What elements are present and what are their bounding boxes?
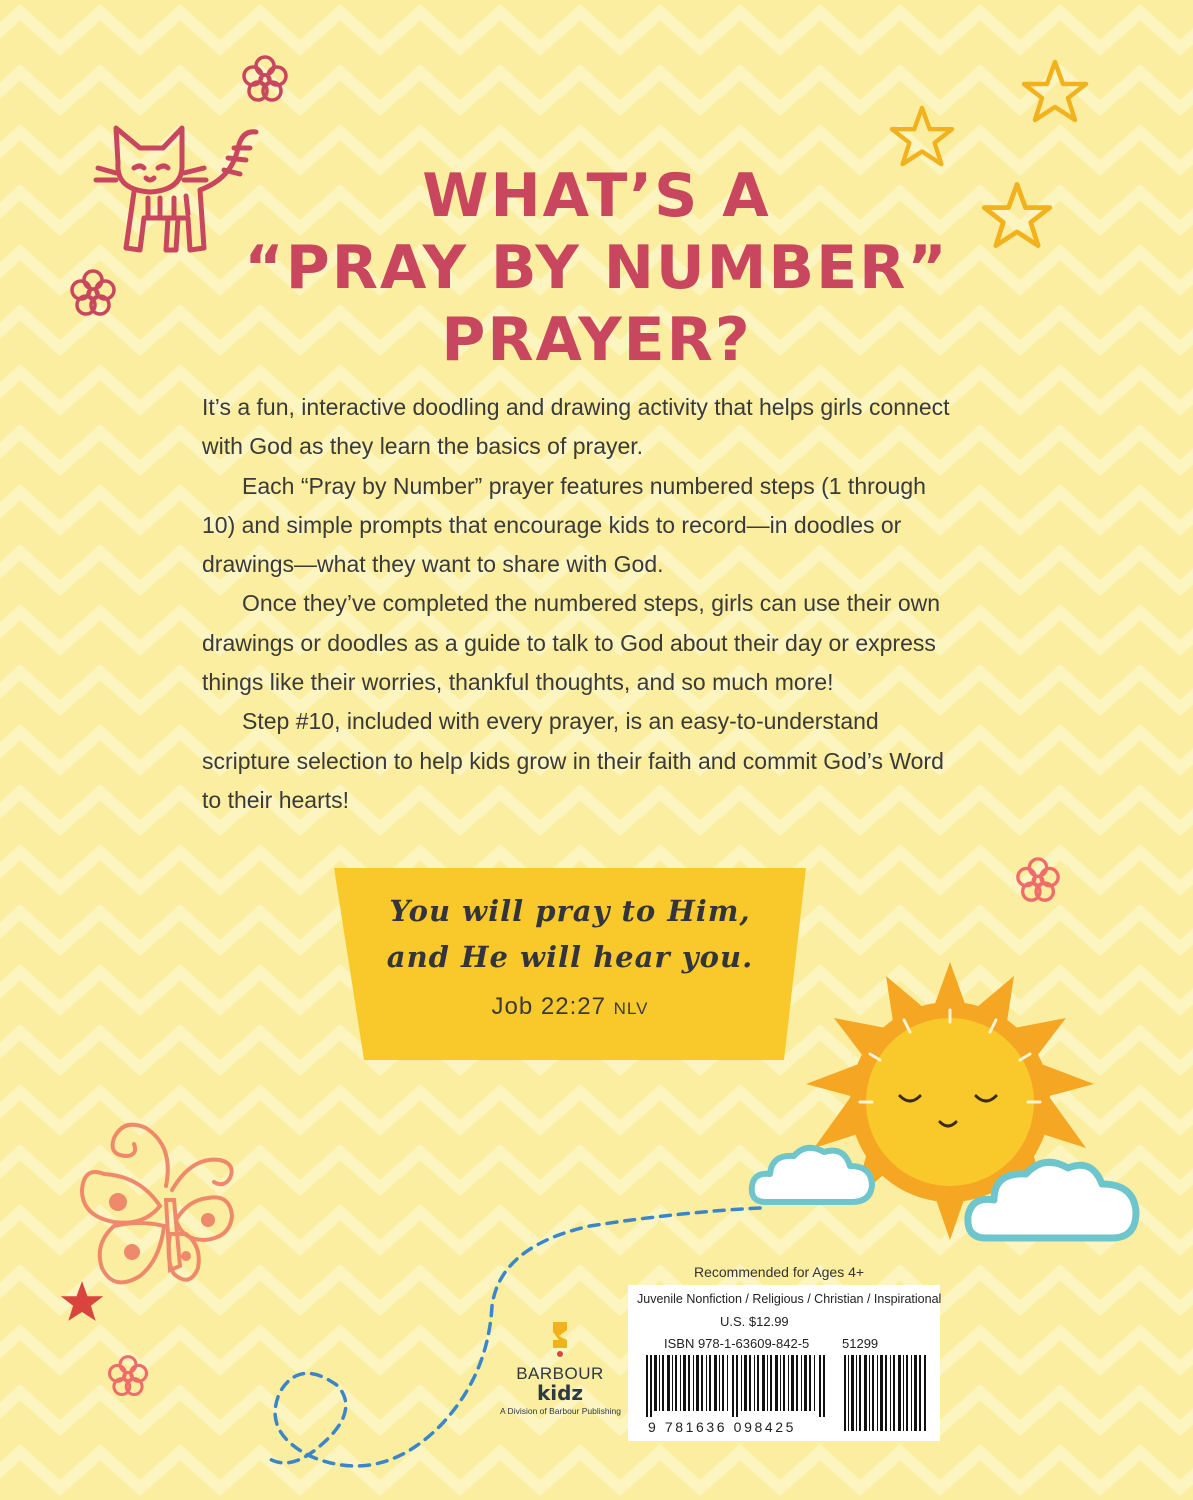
description xyxy=(202,388,962,820)
verse-line-1: You will pray to Him, xyxy=(389,894,751,928)
recommended-ages: Recommended for Ages 4+ xyxy=(694,1264,865,1280)
barcode-label xyxy=(628,1285,940,1441)
verse-reference xyxy=(334,993,806,1021)
publisher-imprint: kidz xyxy=(536,1381,584,1405)
description-paragraph-4: Step #10, included with every prayer, is an easy-to-understand scripture selection to help kids grow in their faith and commit God’s Word to their hearts! xyxy=(202,708,944,813)
barcode-digits: 9 781636 098425 xyxy=(648,1419,796,1435)
publisher-division: A Division of Barbour Publishing xyxy=(500,1406,621,1416)
cloud-icon xyxy=(964,1150,1144,1250)
description-paragraph-2: Each “Pray by Number” prayer features numbered steps (1 through 10) and simple prompts that encourage kids to record—in doodles or drawings—what they want to share with God. xyxy=(202,472,926,578)
price-code-text: 51299 xyxy=(842,1336,879,1351)
publisher-logo xyxy=(500,1318,620,1416)
headline-line-1: WHAT’S A xyxy=(422,161,771,231)
publisher-name: BARBOUR xyxy=(516,1364,604,1383)
verse-line-2: and He will hear you. xyxy=(386,940,754,974)
headline-line-3: PRAYER? xyxy=(441,305,752,375)
flower-icon xyxy=(1014,856,1062,904)
flower-icon xyxy=(240,54,290,104)
headline-line-2: “PRAY BY NUMBER” xyxy=(244,233,949,303)
verse-quote xyxy=(334,888,806,980)
butterfly-icon xyxy=(74,1116,254,1306)
description-paragraph-1: It’s a fun, interactive doodling and drawing activity that helps girls connect with God as they learn the basics of prayer. xyxy=(202,394,950,460)
isbn-barcode xyxy=(644,1355,830,1417)
price-text: U.S. $12.99 xyxy=(720,1314,789,1329)
headline xyxy=(0,160,1193,376)
isbn-text: ISBN 978-1-63609-842-5 xyxy=(664,1336,810,1351)
description-paragraph-3: Once they’ve completed the numbered steps, girls can use their own drawings or doodles as a guide to talk to God about their day or express things like their worries, thankful thoughts, and so much more! xyxy=(202,590,941,696)
verse-reference-version: NLV xyxy=(613,999,649,1018)
category-text: Juvenile Nonfiction / Religious / Christian / Inspirational xyxy=(637,1292,942,1306)
star-icon xyxy=(1020,58,1090,124)
price-barcode xyxy=(842,1355,928,1431)
barbour-logo-icon xyxy=(545,1318,575,1358)
flower-icon xyxy=(106,1354,150,1398)
star-icon xyxy=(888,104,956,168)
verse-reference-book: Job 22:27 xyxy=(491,993,606,1020)
